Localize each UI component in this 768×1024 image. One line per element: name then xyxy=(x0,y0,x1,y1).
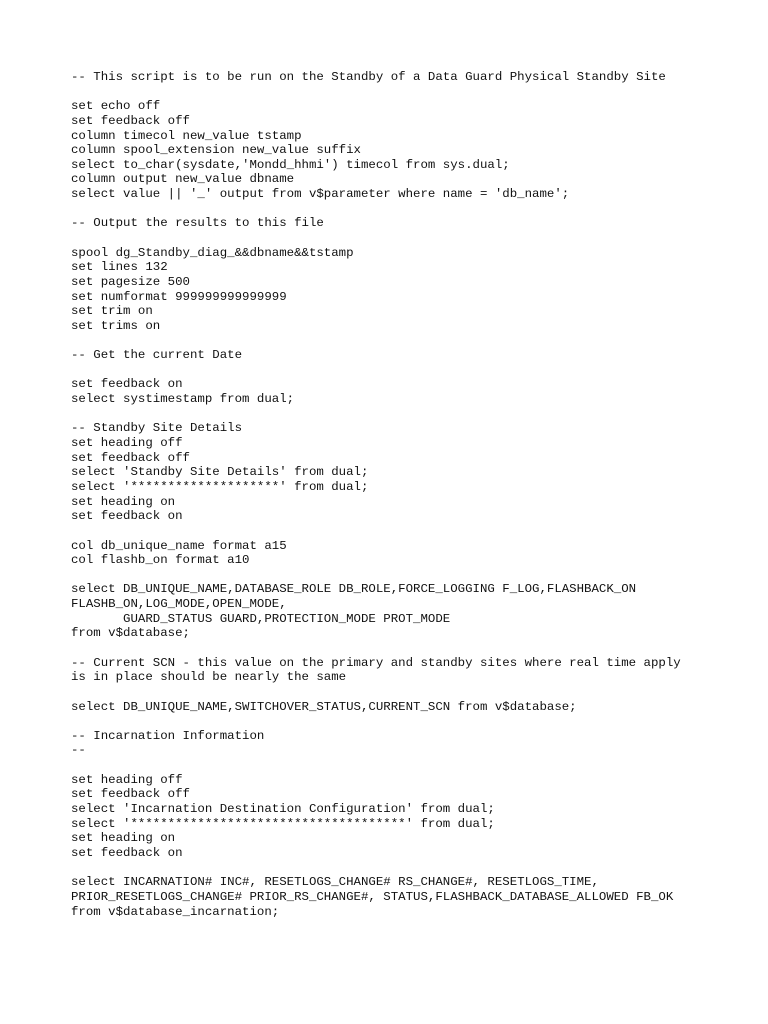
text-line: -- Incarnation Information xyxy=(71,728,265,743)
text-line: select value || '_' output from v$parameter where name = 'db_name'; xyxy=(71,187,570,202)
text-line: -- Standby Site Details xyxy=(71,421,243,436)
text-line: set feedback on xyxy=(71,845,183,860)
text-line: set feedback on xyxy=(71,377,183,392)
text-line: -- This script is to be run on the Standby of a Data Guard Physical Standby Site xyxy=(71,70,666,84)
text-line xyxy=(71,714,761,729)
text-line: set heading on xyxy=(71,831,176,846)
text-line: column timecol new_value tstamp xyxy=(71,128,302,143)
text-line: set heading off xyxy=(71,436,183,451)
text-line xyxy=(71,363,761,378)
text-line: select 'Incarnation Destination Configuration' from dual; xyxy=(71,802,495,817)
text-line: FLASHB_ON,LOG_MODE,OPEN_MODE, xyxy=(71,597,287,612)
text-line: select systimestamp from dual; xyxy=(71,392,295,407)
text-line: set heading off xyxy=(71,772,183,787)
text-line xyxy=(71,231,761,246)
text-line: from v$database_incarnation; xyxy=(71,904,280,919)
text-line: set feedback off xyxy=(71,787,190,802)
text-line xyxy=(71,641,761,656)
text-line: set heading on xyxy=(71,494,176,509)
text-line: select INCARNATION# INC#, RESETLOGS_CHANGE# RS_CHANGE#, RESETLOGS_TIME, xyxy=(71,875,599,890)
text-line: select '********************' from dual; xyxy=(71,479,369,494)
text-line: -- Get the current Date xyxy=(71,348,243,363)
text-line: set numformat 999999999999999 xyxy=(71,289,287,304)
text-line: from v$database; xyxy=(71,626,190,641)
text-line xyxy=(71,202,761,217)
text-line: col db_unique_name format a15 xyxy=(71,538,287,553)
text-line: GUARD_STATUS GUARD,PROTECTION_MODE PROT_MODE xyxy=(71,611,451,626)
text-line xyxy=(71,85,761,100)
text-line: set trim on xyxy=(71,304,153,319)
text-line: PRIOR_RESETLOGS_CHANGE# PRIOR_RS_CHANGE#, STATUS,FLASHBACK_DATABASE_ALLOWED FB_OK xyxy=(71,889,674,904)
text-line: set pagesize 500 xyxy=(71,274,190,289)
script-text xyxy=(71,70,761,919)
text-line: spool dg_Standby_diag_&&dbname&&tstamp xyxy=(71,245,354,260)
text-line: set lines 132 xyxy=(71,260,168,275)
text-line: col flashb_on format a10 xyxy=(71,553,250,568)
text-line xyxy=(71,861,761,876)
text-line: select 'Standby Site Details' from dual; xyxy=(71,465,369,480)
text-line: is in place should be nearly the same xyxy=(71,670,347,685)
text-line: -- Current SCN - this value on the primary and standby sites where real time apply xyxy=(71,655,681,670)
text-line xyxy=(71,758,761,773)
text-line xyxy=(71,524,761,539)
text-line xyxy=(71,568,761,583)
text-line: set feedback off xyxy=(71,450,190,465)
text-line xyxy=(71,685,761,700)
text-line: column spool_extension new_value suffix xyxy=(71,143,361,158)
text-line: set feedback on xyxy=(71,509,183,524)
text-line: column output new_value dbname xyxy=(71,172,295,187)
text-line: select DB_UNIQUE_NAME,SWITCHOVER_STATUS,CURRENT_SCN from v$database; xyxy=(71,699,577,714)
text-line xyxy=(71,334,761,349)
text-line: select DB_UNIQUE_NAME,DATABASE_ROLE DB_ROLE,FORCE_LOGGING F_LOG,FLASHBACK_ON xyxy=(71,582,637,597)
text-line: set echo off xyxy=(71,99,161,114)
text-line xyxy=(71,407,761,422)
text-line: select '*************************************' from dual; xyxy=(71,816,495,831)
text-line: set trims on xyxy=(71,318,161,333)
text-line: -- xyxy=(71,743,86,758)
text-line: select to_char(sysdate,'Mondd_hhmi') timecol from sys.dual; xyxy=(71,157,510,172)
text-line: set feedback off xyxy=(71,113,190,128)
text-line: -- Output the results to this file xyxy=(71,216,324,231)
